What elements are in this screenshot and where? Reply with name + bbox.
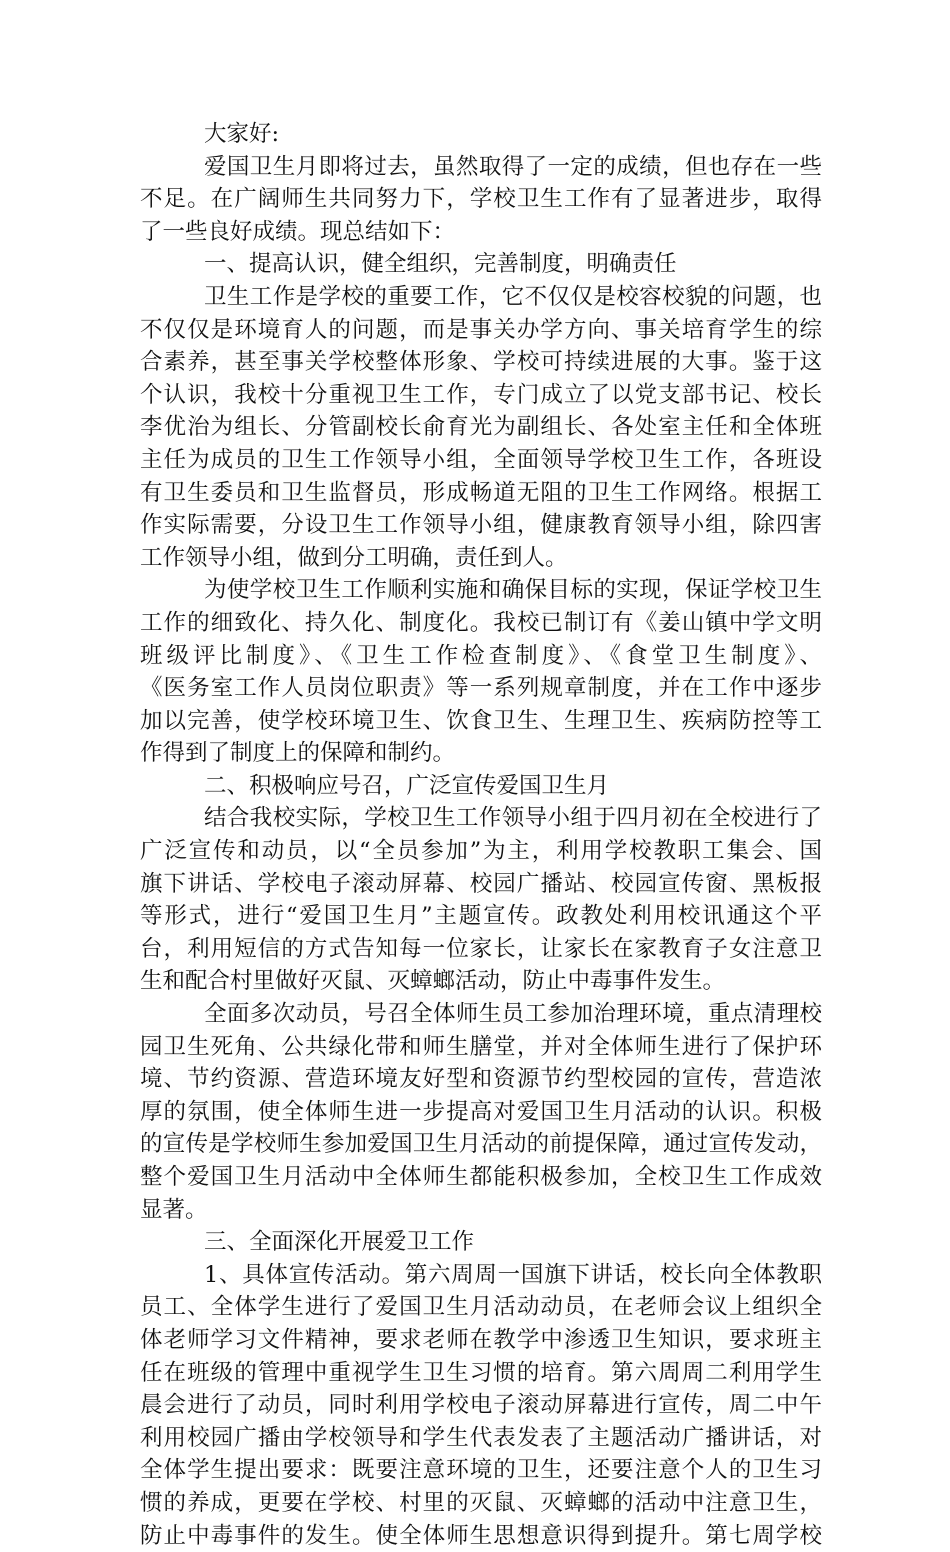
text-line: 作实际需要，分设卫生工作领导小组，健康教育领导小组，除四害 (140, 512, 822, 539)
text-line: 了一些良好成绩。现总结如下： (140, 218, 456, 245)
text-line: 合素养，甚至事关学校整体形象、学校可持续进展的大事。鉴于这 (140, 349, 822, 376)
text-line: 显著。 (140, 1196, 208, 1223)
text-line: 利用校园广播由学校领导和学生代表发表了主题活动广播讲话，对 (140, 1424, 822, 1451)
text-line: 主任为成员的卫生工作领导小组，全面领导学校卫生工作，各班设 (140, 446, 822, 473)
text-line: 等形式，进行“爱国卫生月”主题宣传。政教处利用校讯通这个平 (140, 903, 822, 930)
text-line: 个认识，我校十分重视卫生工作，专门成立了以党支部书记、校长 (140, 381, 822, 408)
text-line: 爱国卫生月即将过去，虽然取得了一定的成绩，但也存在一些 (204, 153, 822, 180)
text-line: 大家好: (204, 121, 280, 147)
text-line: 1、具体宣传活动。第六周周一国旗下讲话，校长向全体教职 (204, 1261, 822, 1288)
text-line: 《医务室工作人员岗位职责》等一系列规章制度，并在工作中逐步 (140, 675, 822, 702)
text-line: 任在班级的管理中重视学生卫生习惯的培育。第六周周二利用学生 (140, 1359, 822, 1386)
text-line: 园卫生死角、公共绿化带和师生膳堂，并对全体师生进行了保护环 (140, 1033, 822, 1060)
text-line: 员工、全体学生进行了爱国卫生月活动动员，在老师会议上组织全 (140, 1294, 822, 1321)
text-line: 台，利用短信的方式告知每一位家长，让家长在家教育子女注意卫 (140, 935, 822, 962)
text-line: 工作的细致化、持久化、制度化。我校已制订有《姜山镇中学文明 (140, 609, 822, 636)
text-line: 体老师学习文件精神，要求老师在教学中渗透卫生知识，要求班主 (140, 1326, 822, 1353)
text-line: 全面多次动员，号召全体师生员工参加治理环境，重点清理校 (204, 1001, 822, 1028)
text-line: 晨会进行了动员，同时利用学校电子滚动屏幕进行宣传，周二中午 (140, 1392, 822, 1419)
text-line: 李优治为组长、分管副校长俞育光为副组长、各处室主任和全体班 (140, 414, 822, 441)
text-line: 作得到了制度上的保障和制约。 (140, 740, 456, 767)
text-line: 不仅仅是环境育人的问题，而是事关办学方向、事关培育学生的综 (140, 316, 822, 343)
text-line: 整个爱国卫生月活动中全体师生都能积极参加，全校卫生工作成效 (140, 1164, 822, 1190)
text-line: 班级评比制度》、《卫生工作检查制度》、《食堂卫生制度》、 (140, 642, 822, 669)
text-line: 三、全面深化开展爱卫工作 (204, 1229, 475, 1256)
text-line: 防止中毒事件的发生。使全体师生思想意识得到提升。第七周学校 (140, 1522, 822, 1549)
text-line: 一、提高认识，健全组织，完善制度，明确责任 (204, 251, 677, 278)
text-line: 旗下讲话、学校电子滚动屏幕、校园广播站、校园宣传窗、黑板报 (140, 870, 822, 897)
text-line: 工作领导小组，做到分工明确，责任到人。 (140, 544, 568, 571)
text-line: 二、积极响应号召，广泛宣传爱国卫生月 (204, 772, 610, 799)
document-body (140, 118, 822, 1552)
text-line: 的宣传是学校师生参加爱国卫生月活动的前提保障，通过宣传发动， (140, 1131, 822, 1158)
text-line: 境、节约资源、营造环境友好型和资源节约型校园的宣传，营造浓 (140, 1066, 822, 1093)
text-line: 厚的氛围，使全体师生进一步提高对爱国卫生月活动的认识。积极 (140, 1098, 822, 1125)
text-line: 卫生工作是学校的重要工作，它不仅仅是校容校貌的问题，也 (204, 283, 822, 310)
text-line: 为使学校卫生工作顺利实施和确保目标的实现，保证学校卫生 (204, 577, 822, 604)
text-line: 生和配合村里做好灭鼠、灭蟑螂活动，防止中毒事件发生。 (140, 968, 726, 995)
text-line: 全体学生提出要求：既要注意环境的卫生，还要注意个人的卫生习 (140, 1457, 822, 1484)
text-line: 结合我校实际，学校卫生工作领导小组于四月初在全校进行了 (204, 805, 822, 832)
text-line: 加以完善，使学校环境卫生、饮食卫生、生理卫生、疾病防控等工 (140, 707, 822, 734)
text-line: 不足。在广阔师生共同努力下，学校卫生工作有了显著进步，取得 (140, 186, 822, 213)
text-line: 惯的养成，更要在学校、村里的灭鼠、灭蟑螂的活动中注意卫生， (140, 1489, 822, 1516)
text-line: 广泛宣传和动员，以“全员参加”为主，利用学校教职工集会、国 (140, 838, 822, 865)
text-line: 有卫生委员和卫生监督员，形成畅道无阻的卫生工作网络。根据工 (140, 479, 822, 506)
